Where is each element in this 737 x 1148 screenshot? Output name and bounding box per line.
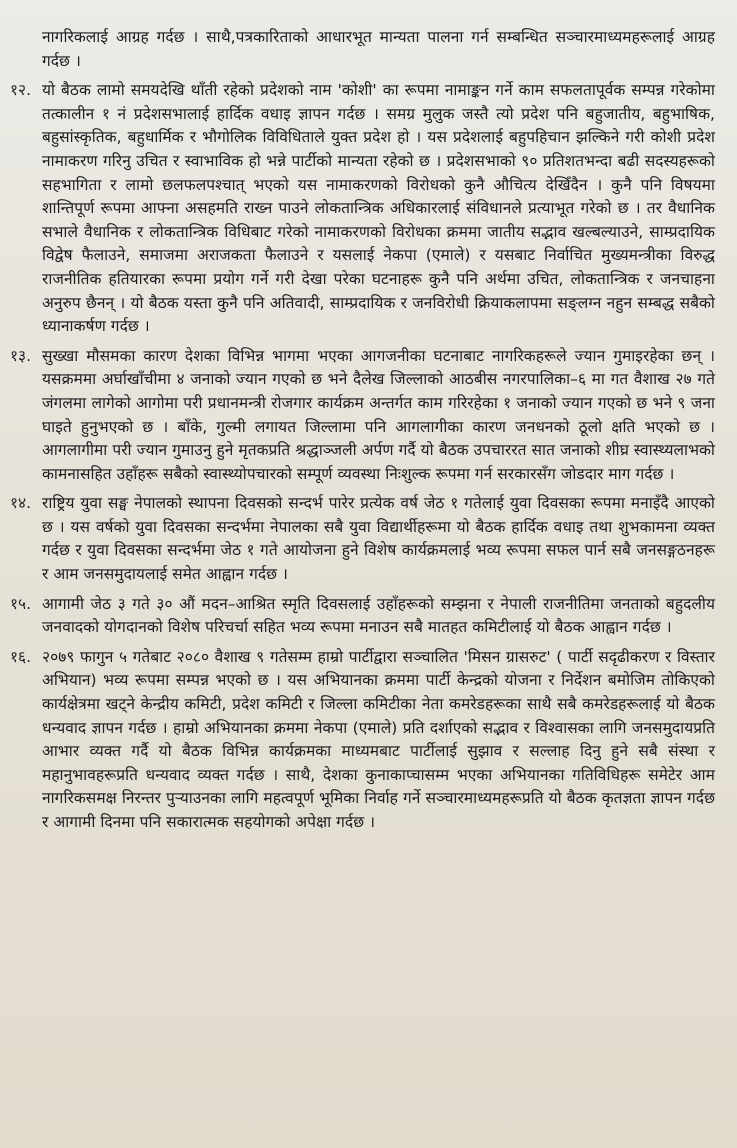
paragraph-text: यो बैठक लामो समयदेखि थाँती रहेको प्रदेशको नाम 'कोशी' का रूपमा नामाङ्कन गर्ने काम सफलतापूर्वक सम्पन्न गरेकोमा तत्कालीन १ नं प्रदेशसभालाई हार्दिक वधाइ ज्ञापन गर्दछ । समग्र मुलुक जस्तै त्यो प्रदेश पनि बहुजातीय, बहुभाषिक, बहुसांस्कृतिक, बहुधार्मिक र भौगोलिक विविधिताले युक्त प्रदेश हो । यस प्रदेशलाई बहुपहिचान झल्किने गरी कोशी प्रदेश नामाकरण गरिनु उचित र स्वाभाविक हो भन्ने पार्टीको मान्यता रहेको छ । प्रदेशसभाको ९० प्रतिशतभन्दा बढी सदस्यहरूको सहभागिता र लामो छलफलपश्चात् भएको यस नामाकरणको विरोधको कुनै औचित्य देखिँदैन । कुनै पनि विषयमा शान्तिपूर्ण रूपमा आफ्ना असहमति राख्न पाउने लोकतान्त्रिक अधिकारलाई संविधानले प्रत्याभूत गरेको छ । तर वैधानिक सभाले वैधानिक र लोकतान्त्रिक विधिबाट गरेको नामाकरणको विरोधका क्रममा जातीय सद्भाव खल्बल्याउने, साम्प्रदायिक विद्वेष फैलाउने, समाजमा अराजकता फैलाउने र यसलाई नेकपा (एमाले) र यसबाट निर्वाचित मुख्यमन्त्रीका विरुद्ध राजनीतिक हतियारका रूपमा प्रयोग गर्ने गरी देखा परेका घटनाहरू कुनै पनि अर्थमा उचित, लोकतान्त्रिक र जनचाहना अनुरुप छैनन् । यो बैठक यस्ता कुनै पनि अतिवादी, साम्प्रदायिक र जनविरोधी क्रियाकलापमा सङ्लग्न नहुन सम्बद्ध सबैको ध्यानाकर्षण गर्दछ । [42, 81, 715, 336]
intro-paragraph [10, 26, 715, 73]
paragraph-number: १२. [10, 81, 32, 100]
paragraph-number: १४. [10, 494, 32, 513]
paragraph-15 [10, 593, 715, 640]
paragraph-text: २०७९ फागुन ५ गतेबाट २०८० वैशाख ९ गतेसम्म हाम्रो पार्टीद्वारा सञ्चालित 'मिसन ग्रासरुट' ( पार्टी सदृढीकरण र विस्तार अभियान) भव्य रूपमा सम्पन्न भएको छ । यस अभियानका क्रममा पार्टी केन्द्रको योजना र निर्देशन बमोजिम तोकिएको कार्यक्षेत्रमा खट्ने केन्द्रीय कमिटी, प्रदेश कमिटी र जिल्ला कमिटीका नेता कमरेडहरूका साथै सबै कमरेडहरूलाई यो बैठक धन्यवाद ज्ञापन गर्दछ । हाम्रो अभियानका क्रममा नेकपा (एमाले) प्रति दर्शाएको सद्भाव र विश्वासका लागि जनसमुदायप्रति आभार व्यक्त गर्दै यो बैठक विभिन्न कार्यक्रमका माध्यमबाट पार्टीलाई सुझाव र सल्लाह दिनु हुने सबै संस्था र महानुभावहरूप्रति धन्यवाद व्यक्त गर्दछ । साथै, देशका कुनाकाप्चासम्म भएका अभियानका गतिविधिहरू समेटेर आम नागरिकसमक्ष निरन्तर पुऱ्याउनका लागि महत्वपूर्ण भूमिका निर्वाह गर्ने सञ्चारमाध्यमहरूप्रति यो बैठक कृतज्ञता ज्ञापन गर्दछ र आगामी दिनमा पनि सकारात्मक सहयोगको अपेक्षा गर्दछ । [42, 647, 715, 831]
paragraph-number: १६. [10, 647, 32, 666]
paragraph-text: आगामी जेठ ३ गते ३० औं मदन–आश्रित स्मृति दिवसलाई उहाँहरूको सम्झना र नेपाली राजनीतिमा जनताको बहुदलीय जनवादको योगदानको विशेष परिचर्चा सहित भव्य रूपमा मनाउन सबै मातहत कमिटीलाई यो बैठक आह्वान गर्दछ । [42, 594, 715, 637]
paragraph-16 [10, 646, 715, 835]
paragraph-number: १५. [10, 594, 32, 613]
paragraph-text: राष्ट्रिय युवा सङ्घ नेपालको स्थापना दिवसको सन्दर्भ पारेर प्रत्येक वर्ष जेठ १ गतेलाई युवा दिवसका रूपमा मनाइँदै आएको छ । यस वर्षको युवा दिवसका सन्दर्भमा नेपालका सबै युवा विद्यार्थीहरूमा यो बैठक हार्दिक वधाइ तथा शुभकामना व्यक्त गर्दछ र युवा दिवसका सन्दर्भमा जेठ १ गते आयोजना हुने विशेष कार्यक्रमलाई भव्य रूपमा सफल पार्न सबै जनसङ्गठनहरू र आम जनसमुदायलाई समेत आह्वान गर्दछ । [42, 494, 715, 584]
intro-text: नागरिकलाई आग्रह गर्दछ । साथै,पत्रकारिताको आधारभूत मान्यता पालना गर्न सम्बन्धित सञ्चारमाध्यमहरूलाई आग्रह गर्दछ । [42, 28, 715, 70]
paragraph-number: १३. [10, 346, 32, 365]
paragraph-12 [10, 79, 715, 339]
paragraph-13 [10, 345, 715, 487]
paragraph-text: सुख्खा मौसमका कारण देशका विभिन्न भागमा भएका आगजनीका घटनाबाट नागरिकहरूले ज्यान गुमाइरहेका छन् । यसक्रममा अर्घाखाँचीमा ४ जनाको ज्यान गएको छ भने दैलेख जिल्लाको आठबीस नगरपालिका–६ मा गत वैशाख २७ गते जंगलमा लागेको आगोमा परी प्रधानमन्त्री रोजगार कार्यक्रम अन्तर्गत काम गरिरहेका १ जनाको ज्यान गएको छ भने ९ जना घाइते हुनुभएको छ । बाँके, गुल्मी लगायत जिल्लामा पनि आगलागीका कारण जनधनको ठूलो क्षति भएको छ । आगलागीमा परी ज्यान गुमाउनु हुने मृतकप्रति श्रद्धाञ्जली अर्पण गर्दै यो बैठक उपचाररत सात जनाको शीघ्र स्वास्थ्यलाभको कामनासहित उहाँहरू सबैको स्वास्थ्योपचारको सम्पूर्ण व्यवस्था निःशुल्क रूपमा गर्न सरकारसँग जोडदार माग गर्दछ । [42, 346, 715, 483]
paragraph-14 [10, 492, 715, 586]
